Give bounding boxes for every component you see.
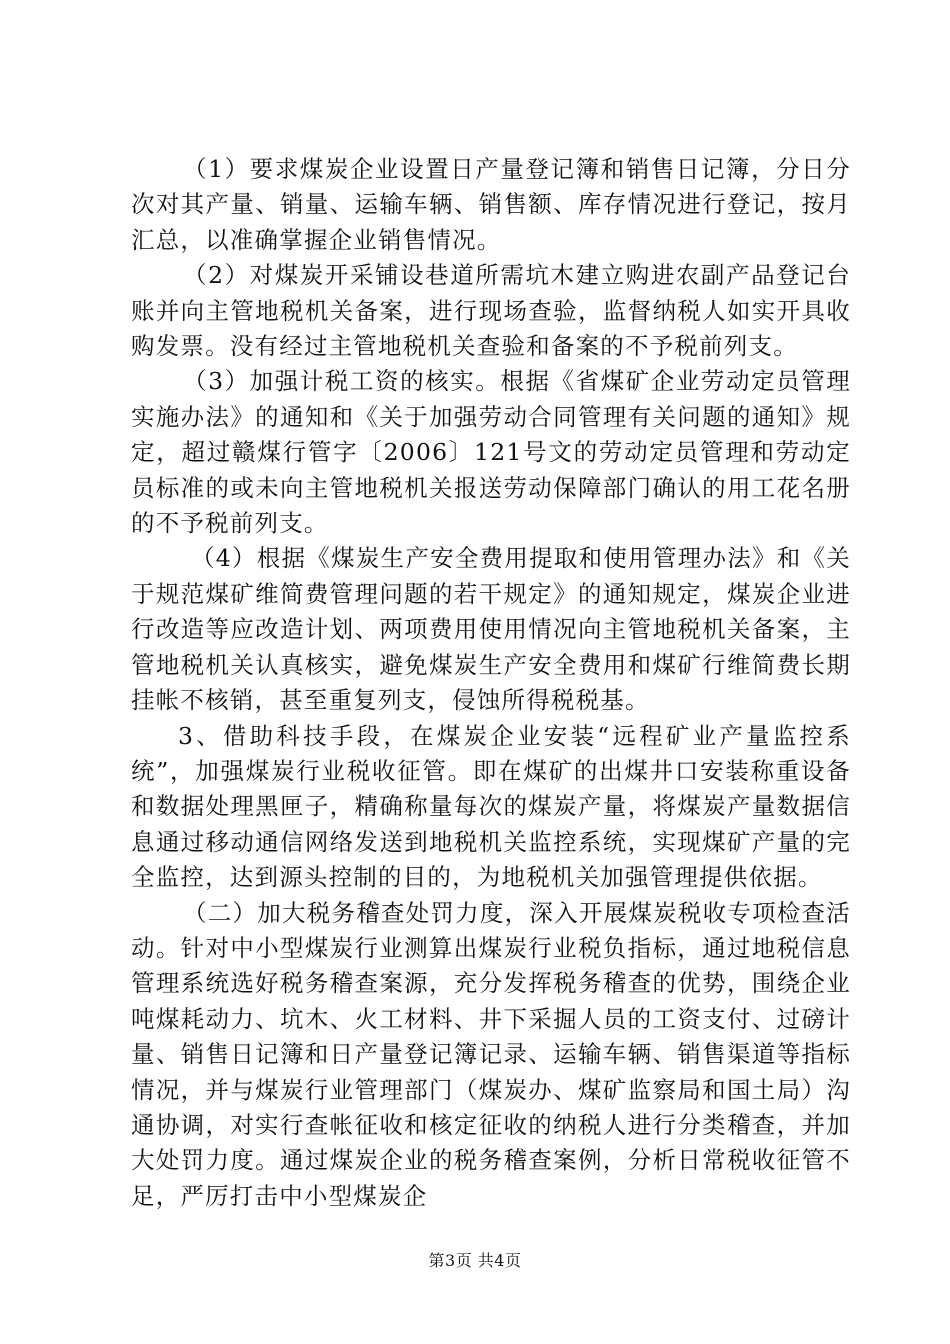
paragraph-1: （1）要求煤炭企业设置日产量登记簿和销售日记簿，分日分次对其产量、销量、运输车辆、销售额、库存情况进行登记，按月汇总，以准确掌握企业销售情况。 [131,155,851,254]
paragraph-6: （二）加大税务稽查处罚力度，深入开展煤炭税收专项检查活动。针对中小型煤炭行业测算出煤炭行业税负指标，通过地税信息管理系统选好税务稽查案源，充分发挥税务稽查的优势，围绕企业吨煤耗动力、坑木、火工材料、井下采掘人员的工资支付、过磅计量、销售日记簿和日产量登记簿记录、运输车辆、销售渠道等指标情况，并与煤炭行业管理部门（煤炭办、煤矿监察局和国土局）沟通协调，对实行查帐征收和核定征收的纳税人进行分类稽查，并加大处罚力度。通过煤炭企业的税务稽查案例，分析日常税收征管不足，严厉打击中小型煤炭企 [131,898,851,1210]
document-body [131,152,851,1214]
paragraph-3: （3）加强计税工资的核实。根据《省煤矿企业劳动定员管理实施办法》的通知和《关于加强劳动合同管理有关问题的通知》规定，超过赣煤行管字〔2006〕121号文的劳动定员管理和劳动定员标准的或未向主管地税机关报送劳动保障部门确认的用工花名册的不予税前列支。 [131,367,851,538]
paragraph-5: 3、借助科技手段，在煤炭企业安装“远程矿业产量监控系统”，加强煤炭行业税收征管。即在煤矿的出煤井口安装称重设备和数据处理黑匣子，精确称量每次的煤炭产量，将煤炭产量数据信息通过移动通信网络发送到地税机关监控系统，实现煤矿产量的完全监控，达到源头控制的目的，为地税机关加强管理提供依据。 [131,721,851,892]
paragraph-4: （4）根据《煤炭生产安全费用提取和使用管理办法》和《关于规范煤矿维简费管理问题的若干规定》的通知规定，煤炭企业进行改造等应改造计划、两项费用使用情况向主管地税机关备案，主管地税机关认真核实，避免煤炭生产安全费用和煤矿行维简费长期挂帐不核销，甚至重复列支，侵蚀所得税税基。 [131,544,851,715]
page-number-footer: 第3页 共4页 [428,1251,522,1270]
paragraph-2: （2）对煤炭开采铺设巷道所需坑木建立购进农副产品登记台账并向主管地税机关备案，进行现场查验，监督纳税人如实开具收购发票。没有经过主管地税机关查验和备案的不予税前列支。 [131,261,851,361]
